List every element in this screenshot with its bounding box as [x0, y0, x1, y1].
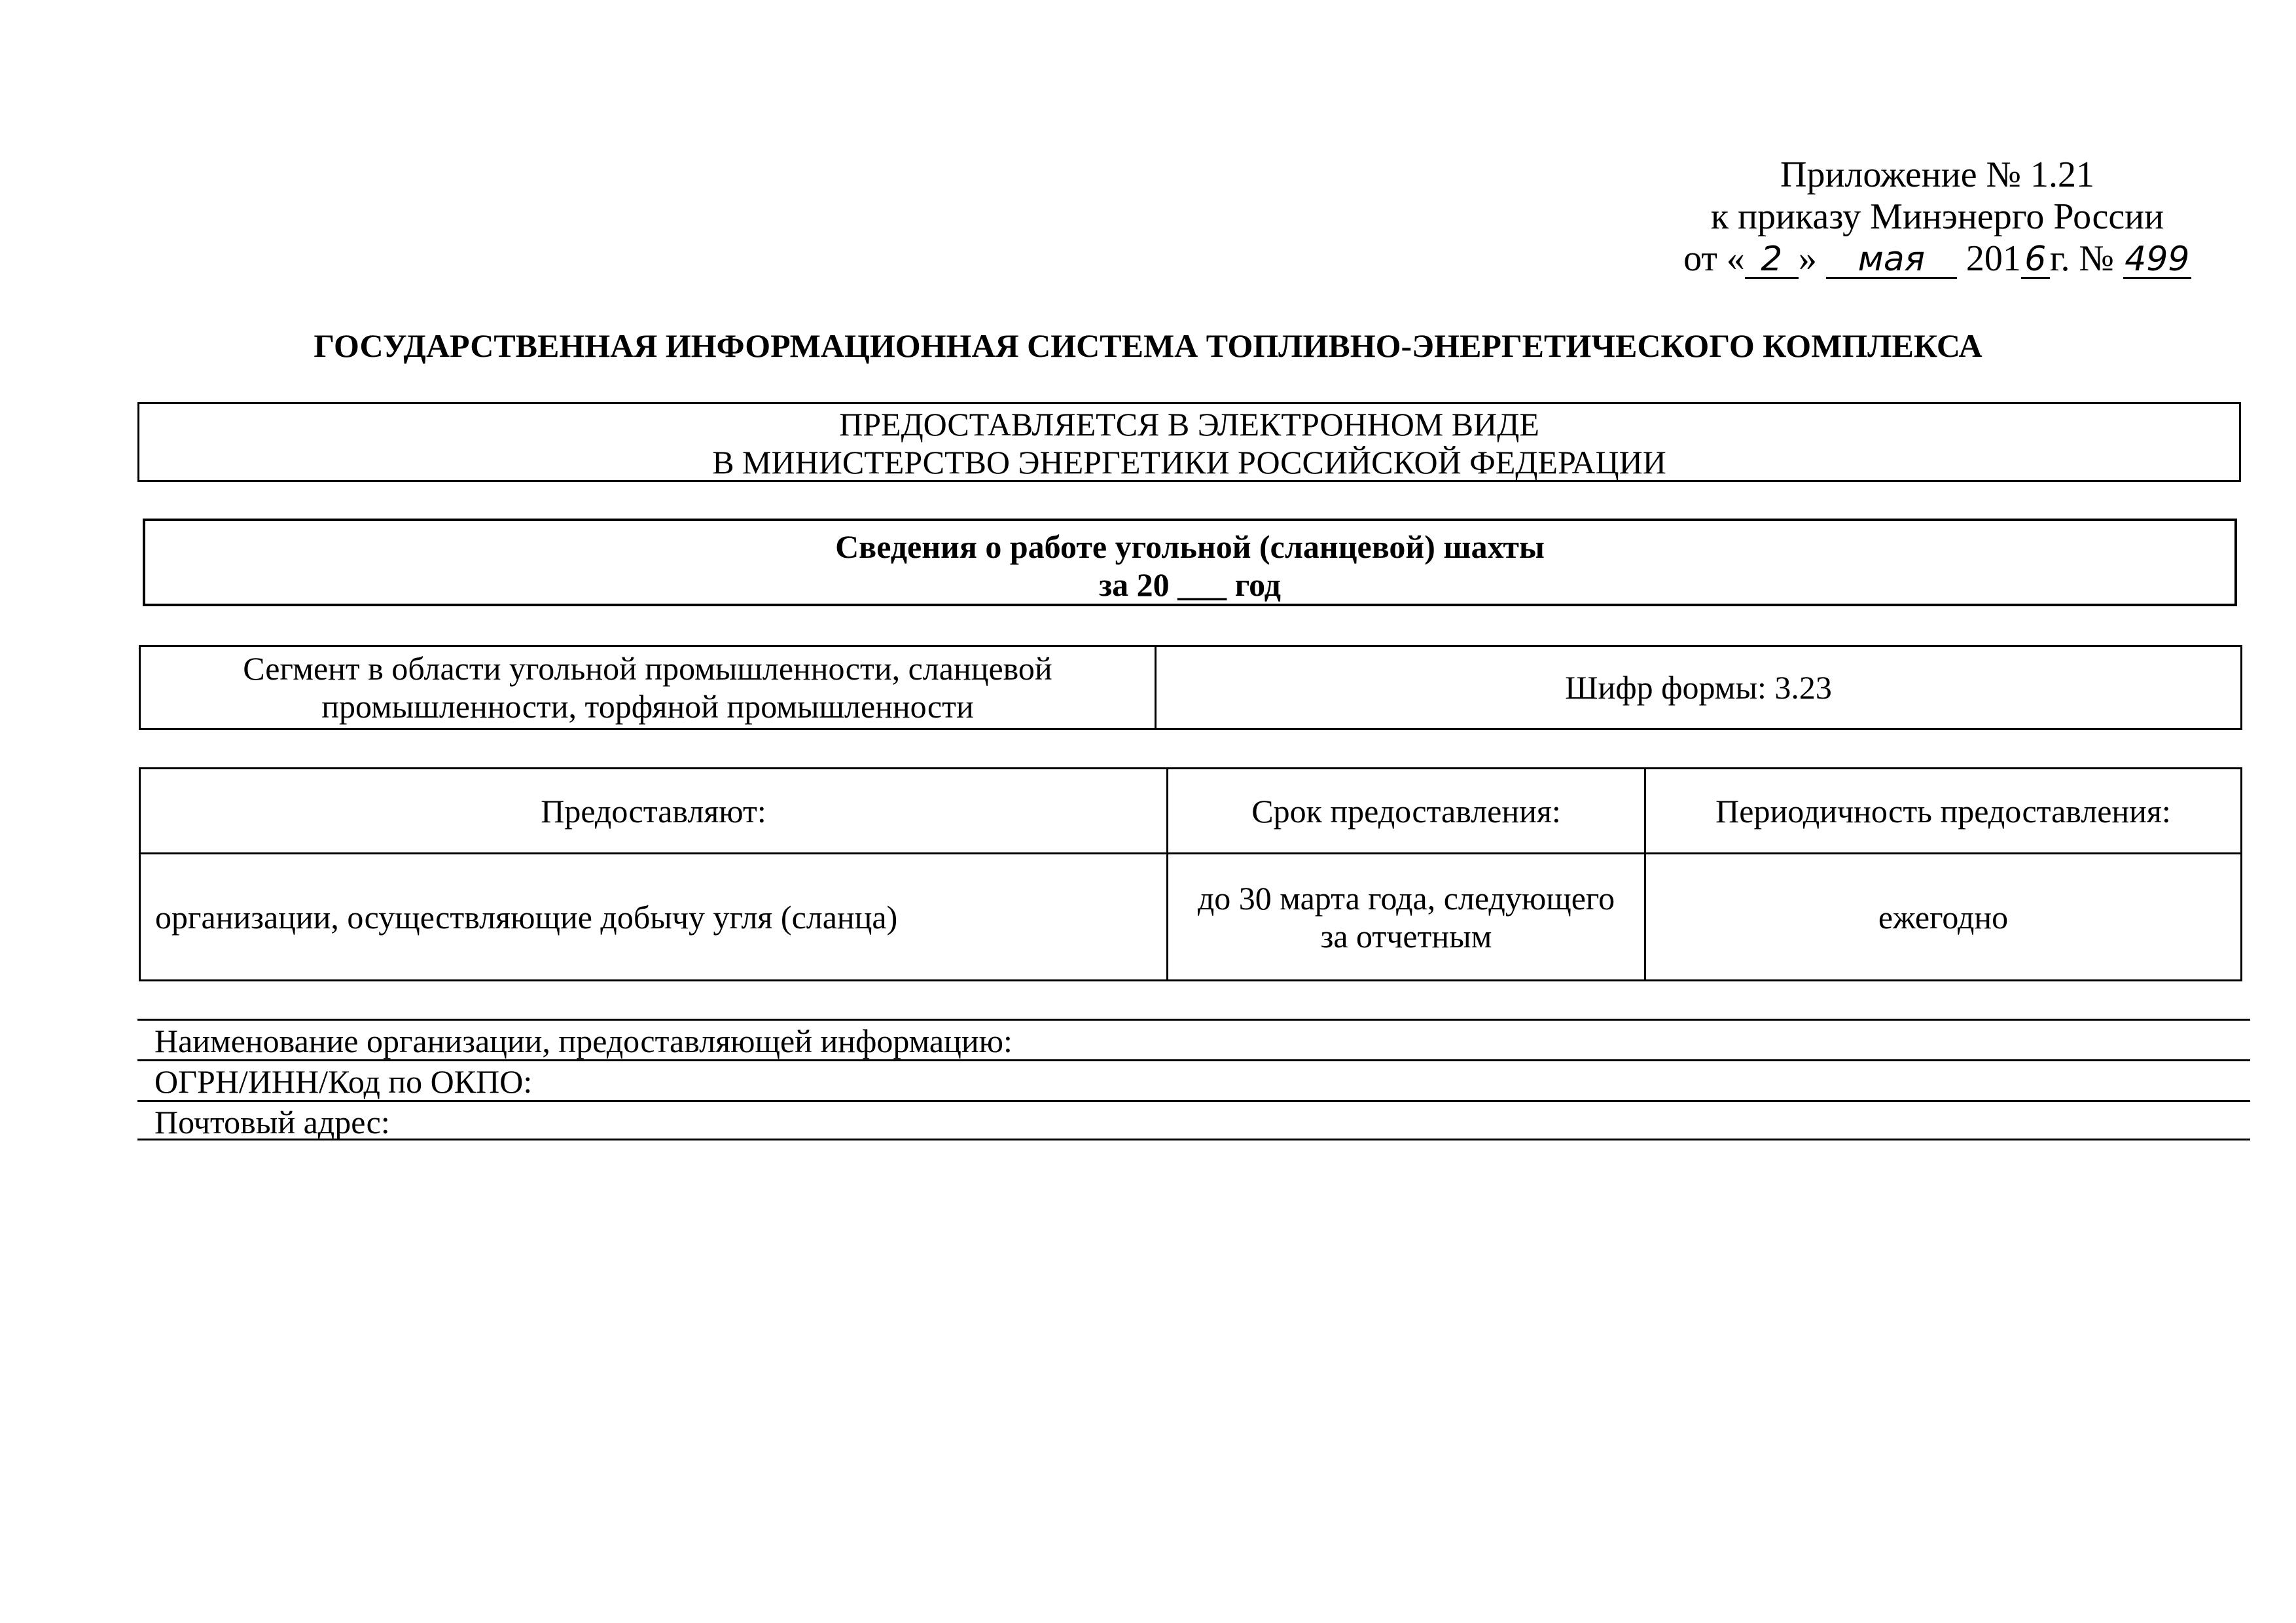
segment-table [139, 645, 2242, 730]
providers-value: организации, осуществляющие добычу угля (сланца) [140, 854, 1168, 981]
date-prefix: от « [1683, 238, 1745, 279]
submission-line-2: В МИНИСТЕРСТВО ЭНЕРГЕТИКИ РОССИЙСКОЙ ФЕДЕРАЦИИ [712, 444, 1666, 481]
date-quote: » [1798, 238, 1817, 279]
header-periodicity: Периодичность предоставления: [1645, 769, 2242, 854]
segment-line-2: промышленности, торфяной промышленности [321, 688, 974, 725]
report-title-box [143, 519, 2237, 606]
table-header-row [140, 769, 2242, 854]
handwritten-order-number: 499 [2123, 242, 2191, 279]
deadline-line-2: за отчетным [1320, 917, 1492, 955]
org-name-field[interactable]: Наименование организации, предоставляющей информацию: [137, 1019, 2250, 1059]
system-title: ГОСУДАРСТВЕННАЯ ИНФОРМАЦИОННАЯ СИСТЕМА ТОПЛИВНО-ЭНЕРГЕТИЧЕСКОГО КОМПЛЕКСА [314, 327, 1982, 364]
table-row [140, 646, 2242, 729]
report-title: Сведения о работе угольной (сланцевой) шахты [835, 528, 1545, 565]
postal-address-field[interactable]: Почтовый адрес: [137, 1100, 2250, 1140]
annex-header [1662, 154, 2212, 280]
header-providers: Предоставляют: [140, 769, 1168, 854]
table-row [140, 854, 2242, 981]
year-suffix: г. № [2049, 238, 2114, 279]
org-ids-field[interactable]: ОГРН/ИНН/Код по ОКПО: [137, 1059, 2250, 1100]
deadline-value [1168, 854, 1645, 981]
segment-line-1: Сегмент в области угольной промышленности, сланцевой [243, 650, 1052, 687]
header-deadline: Срок предоставления: [1168, 769, 1645, 854]
annex-line-1: Приложение № 1.21 [1780, 155, 2094, 195]
submission-line-1: ПРЕДОСТАВЛЯЕТСЯ В ЭЛЕКТРОННОМ ВИДЕ [839, 406, 1539, 443]
report-period: за 20 ___ год [1099, 566, 1281, 603]
handwritten-year-digit: 6 [2021, 242, 2050, 279]
submission-box [137, 402, 2241, 482]
handwritten-day: 2 [1745, 242, 1799, 279]
handwritten-month: мая [1826, 242, 1957, 279]
presentation-table [139, 767, 2242, 981]
periodicity-value: ежегодно [1645, 854, 2242, 981]
segment-cell [140, 646, 1156, 729]
year-prefix: 201 [1965, 238, 2021, 279]
deadline-line-1: до 30 марта года, следующего [1197, 879, 1615, 917]
organization-fields [137, 1019, 2250, 1140]
form-code: Шифр формы: 3.23 [1156, 646, 2242, 729]
annex-line-2: к приказу Минэнерго России [1710, 196, 2164, 237]
annex-date-line [1662, 238, 2212, 280]
